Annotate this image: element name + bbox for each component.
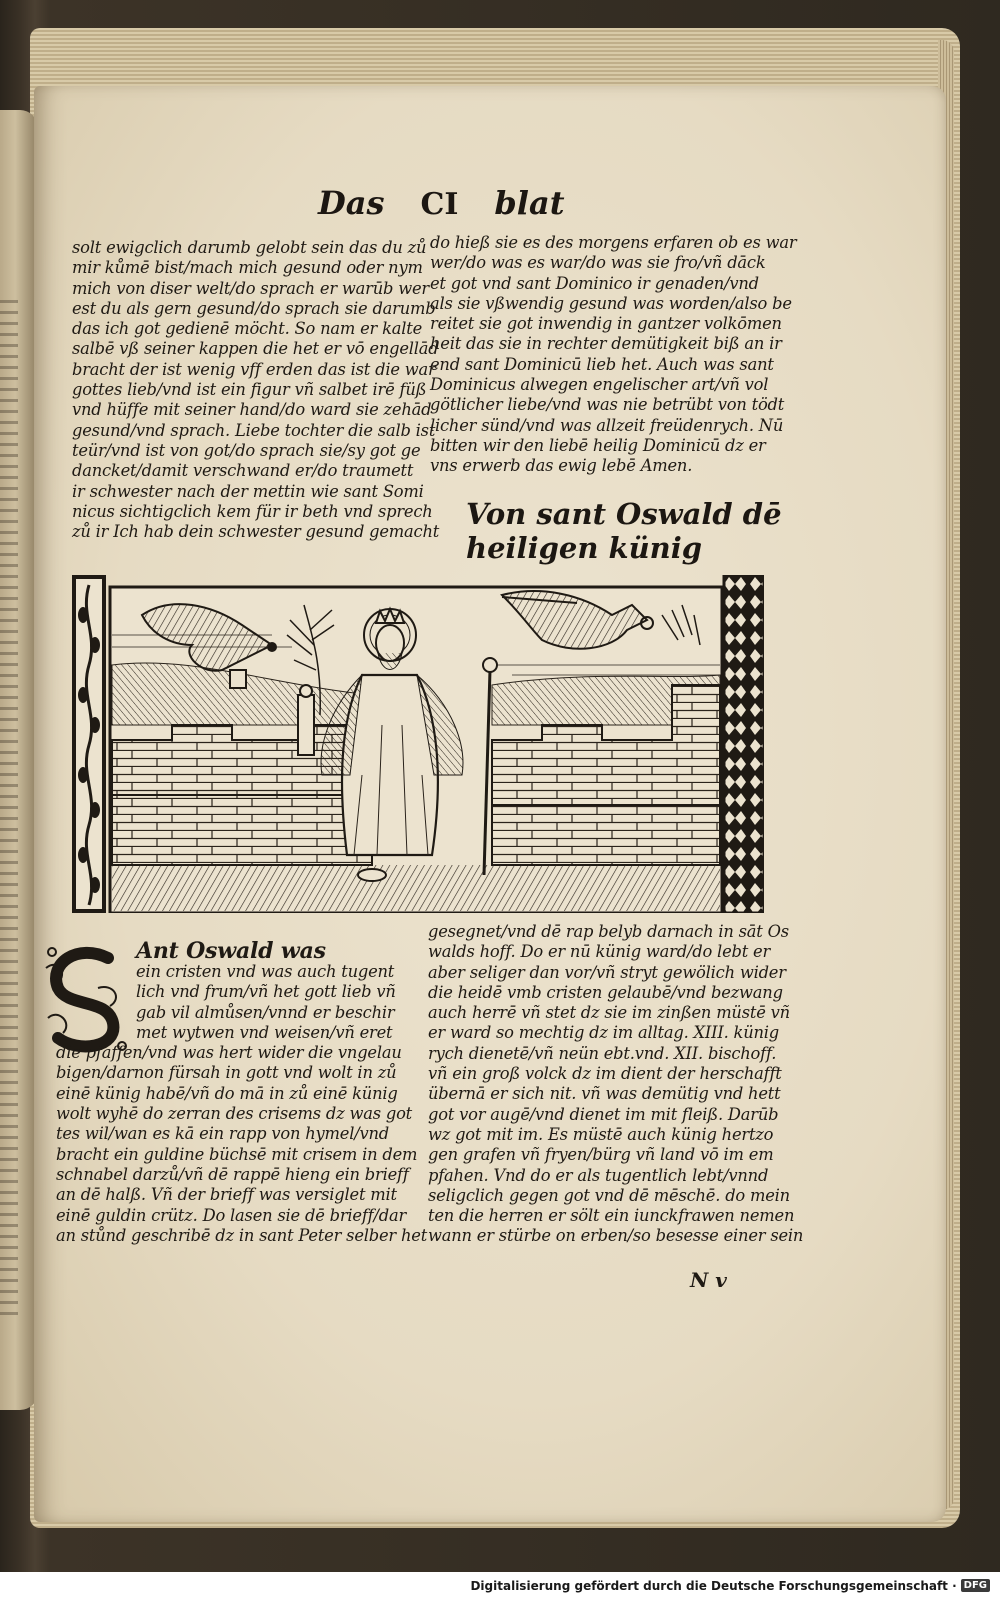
text-line: wann er stürbe on erben/so besesse einer sein [428,1226,804,1246]
text-line: do hieß sie es des morgens erfaren ob es war [430,233,797,252]
text-line: dancket/damit verschwand er/do traumett [72,461,414,481]
text-line: ten die herren er sölt ein iunckfrawen nemen [428,1206,795,1226]
text-line: wolt wyhē do zerran des crisems dz was got [56,1104,413,1124]
footer-bar [0,1572,1000,1599]
text-line: lich vnd frum/vñ het gott lieb vñ [136,982,396,1002]
text-line: vñ ein groß volck dz im dient der herschafft [428,1064,782,1084]
text-line: met wytwen vnd weisen/vñ eret [136,1022,393,1042]
text-line: an stůnd geschribē dz in sant Peter selber het [56,1225,428,1245]
column-top-right [430,233,797,477]
text-line: bracht ein guldine büchsē mit crisem in dem [56,1144,418,1164]
text-line: pfahen. Vnd do er als tugentlich lebt/vnnd [428,1165,769,1185]
text-line: tes wil/wan es kā ein rapp von hymel/vnd [56,1124,389,1144]
text-line: gab vil almůsen/vnnd er beschir [136,1002,395,1022]
text-line: gottes lieb/vnd ist ein figur vñ salbet irē füß [72,380,427,400]
text-line: reitet sie got inwendig in gantzer volkōmen [430,314,782,334]
text-line: das ich got gedienē möcht. So nam er kalte [72,319,423,339]
text-line: zů ir Ich hab dein schwester gesund gemacht [72,522,440,542]
text-line: est du als gern gesund/do sprach sie darumb [72,298,436,318]
text-line: die heidē vmb cristen gelaubē/vnd bezwang [428,982,783,1002]
text-line: walds hoff. Do er nū künig ward/do lebt er [428,942,771,962]
dfg-logo: DFG [961,1579,990,1592]
text-line: gen grafen vñ fryen/bürg vñ land vō im em [428,1145,774,1165]
text-line: rych dienetē/vñ neün ebt.vnd. XII. bischoff. [428,1043,777,1063]
text-line: an dē halß. Vñ der brieff was versiglet mit [56,1185,397,1205]
text-line: wer/do was es war/do was sie fro/vñ dāck [430,253,766,273]
text-line: einē künig habē/vñ do mā in zů einē künig [56,1083,398,1103]
section-title-line-2: heiligen künig [466,531,703,565]
woodcut-saint-oswald-image [72,575,764,913]
text-line: vns erwerb das ewig lebē Amen. [430,456,693,476]
column-top-left [72,238,440,542]
folio-number: CI [420,187,459,222]
column-bottom-left [56,938,428,1246]
text-line: vnd hüffe mit seiner hand/do ward sie zehād [72,400,432,420]
text-line: mich von diser welt/do sprach er warūb wer [72,278,429,298]
text-line: licher sünd/vnd was allzeit freüdenrych. Nū [430,415,784,435]
text-line: got vor augē/vnd dienet im mit fleiß. Darūb [428,1104,779,1124]
text-line: götlicher liebe/vnd was nie betrübt von tödt [430,395,785,415]
text-line: er ward so mechtig dz im alltag. XIII. künig [428,1023,780,1043]
text-line: ir schwester nach der mettin wie sant Somi [72,481,424,501]
text-line: als sie vßwendig gesund was worden/also be [430,293,792,313]
text-line: auch herrē vñ stet dz sie im zinßen müstē vñ [428,1003,790,1023]
text-line: aber seliger dan vor/vñ stryt gewölich wider [428,962,786,982]
text-line: teür/vnd ist von got/do sprach sie/sy got ge [72,440,421,460]
text-line: gesegnet/vnd dē rap belyb darnach in sāt Os [428,922,789,941]
text-line: et got vnd sant Dominico ir genaden/vnd [430,273,759,293]
text-line: Ant Oswald was [136,938,326,964]
text-line: gesund/vnd sprach. Liebe tochter die salb ist [72,420,436,440]
text-line: end sant Dominicū lieb het. Auch was sant [430,354,774,374]
text-line: salbē vß seiner kappen die het er vō engellād [72,339,439,359]
section-title [466,497,782,565]
text-line: die pfaffen/vnd was hert wider die vngelau [56,1043,402,1063]
text-line: bracht der ist wenig vff erden das ist die war [72,359,436,379]
text-line: wz got mit im. Es müstē auch künig hertzo [428,1124,774,1144]
text-line: Dominicus alwegen engelischer art/vñ vol [430,375,769,395]
text-line: bigen/darnon fürsah in gott vnd wolt in zů [56,1063,397,1083]
text-line: einē guldin crütz. Do lasen sie dē brieff/dar [56,1205,407,1225]
page-header [318,184,565,228]
text-line: nicus sichtigclich kem für ir beth vnd sprech [72,501,433,521]
text-line: mir kůmē bist/mach mich gesund oder nym [72,258,423,278]
text-line: bitten wir den liebē heilig Dominicū dz er [430,435,766,455]
section-title-line-1: Von sant Oswald dē [466,497,782,531]
text-line: ein cristen vnd was auch tugent [136,962,395,981]
text-line: schnabel darzů/vñ dē rappē hieng ein brieff [56,1164,409,1184]
left-page-text [0,300,18,1320]
woodcut-illustration [72,575,764,913]
header-word-das: Das [318,184,385,222]
funding-credit: Digitalisierung gefördert durch die Deutsche Forschungsgemeinschaft · [470,1578,957,1593]
header-word-blat: blat [494,184,565,222]
column-bottom-right [428,922,804,1247]
text-line: übernā er sich nit. vñ was demütig vnd hett [428,1084,781,1104]
text-line: seligclich gegen got vnd dē mēschē. do mein [428,1185,790,1205]
text-line: heit das sie in rechter demütigkeit biß an ir [430,334,782,354]
signature-mark: N v [690,1268,727,1292]
text-line: solt ewigclich darumb gelobt sein das du zů [72,238,427,257]
